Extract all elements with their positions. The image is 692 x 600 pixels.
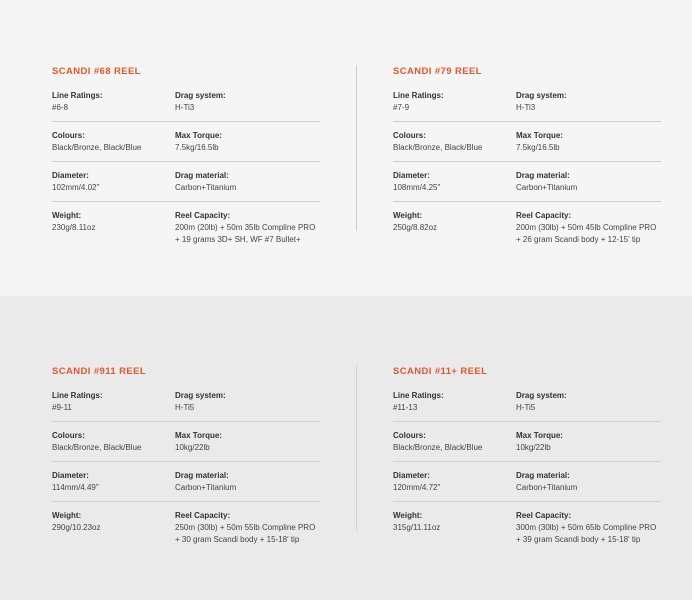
spec-value: 250g/8.82oz: [393, 223, 438, 232]
spec-cell: [516, 210, 661, 246]
spec-label: Diameter:: [393, 171, 430, 180]
spec-row: [393, 210, 661, 253]
spec-row: [52, 390, 320, 422]
spec-value: Black/Bronze, Black/Blue: [52, 143, 142, 152]
spec-value: Black/Bronze, Black/Blue: [52, 443, 142, 452]
spec-cell: [52, 390, 175, 414]
spec-row: [393, 510, 661, 553]
spec-row: [393, 390, 661, 422]
spec-value: 7.5kg/16.5lb: [516, 143, 560, 152]
reel-card-79: [393, 66, 661, 261]
spec-cell: [52, 510, 175, 546]
spec-label: Drag system:: [516, 391, 567, 400]
spec-value: 250m (30lb) + 50m 55lb Compline PRO + 30 gram Scandi body + 15-18' tip: [175, 523, 316, 544]
spec-label: Drag material:: [175, 171, 229, 180]
spec-row: [52, 430, 320, 462]
spec-cell: [393, 390, 516, 414]
spec-value: 315g/11.11oz: [393, 523, 441, 532]
spec-value: 10kg/22lb: [175, 443, 210, 452]
spec-row: [52, 210, 320, 253]
spec-table: [393, 390, 661, 553]
spec-label: Drag system:: [175, 391, 226, 400]
spec-label: Weight:: [52, 511, 82, 520]
spec-cell: [52, 430, 175, 454]
spec-cell: [516, 470, 661, 494]
spec-value: 120mm/4.72": [393, 483, 441, 492]
spec-row: [52, 470, 320, 502]
spec-row: [52, 170, 320, 202]
spec-row: [52, 130, 320, 162]
spec-value: #11-13: [393, 403, 418, 412]
spec-cell: [175, 430, 320, 454]
spec-row: [393, 170, 661, 202]
spec-label: Drag system:: [175, 91, 226, 100]
spec-label: Colours:: [52, 431, 85, 440]
reel-card-11plus: [393, 366, 661, 561]
spec-cell: [175, 390, 320, 414]
spec-value: 114mm/4.49": [52, 483, 99, 492]
spec-cell: [52, 470, 175, 494]
spec-label: Drag material:: [175, 471, 229, 480]
spec-row: [393, 130, 661, 162]
spec-label: Weight:: [393, 211, 423, 220]
spec-value: 102mm/4.02": [52, 183, 100, 192]
spec-label: Reel Capacity:: [516, 511, 572, 520]
spec-value: #7-9: [393, 103, 410, 112]
spec-label: Diameter:: [52, 171, 89, 180]
spec-table: [52, 90, 320, 253]
spec-value: H-Ti5: [516, 403, 536, 412]
spec-cell: [516, 390, 661, 414]
spec-value: Carbon+Titanium: [516, 483, 578, 492]
spec-row: [52, 90, 320, 122]
spec-label: Max Torque:: [175, 131, 222, 140]
spec-cell: [516, 510, 661, 546]
spec-label: Max Torque:: [516, 131, 563, 140]
spec-value: H-Ti3: [516, 103, 536, 112]
spec-value: #6-8: [52, 103, 69, 112]
spec-value: 230g/8.11oz: [52, 223, 96, 232]
spec-value: Carbon+Titanium: [516, 183, 578, 192]
spec-cell: [175, 510, 320, 546]
spec-label: Colours:: [393, 431, 426, 440]
spec-cell: [393, 170, 516, 194]
spec-label: Colours:: [52, 131, 85, 140]
spec-cell: [175, 170, 320, 194]
spec-value: 200m (20lb) + 50m 35lb Compline PRO + 19 grams 3D+ SH, WF #7 Bullet+: [175, 223, 316, 244]
spec-label: Line Ratings:: [393, 91, 444, 100]
spec-label: Reel Capacity:: [175, 511, 231, 520]
spec-row: [393, 470, 661, 502]
reel-title: SCANDI #11+ REEL: [393, 366, 488, 377]
spec-cell: [516, 430, 661, 454]
spec-value: 7.5kg/16.5lb: [175, 143, 219, 152]
spec-value: Carbon+Titanium: [175, 483, 237, 492]
top-section: [0, 0, 692, 296]
spec-label: Colours:: [393, 131, 426, 140]
spec-label: Reel Capacity:: [516, 211, 572, 220]
spec-cell: [393, 130, 516, 154]
spec-value: H-Ti3: [175, 103, 195, 112]
spec-label: Weight:: [393, 511, 423, 520]
reel-card-911: [52, 366, 320, 561]
spec-cell: [393, 430, 516, 454]
spec-row: [52, 510, 320, 553]
spec-value: 200m (30lb) + 50m 45lb Compline PRO + 26 gram Scandi body + 12-15' tip: [516, 223, 657, 244]
column-divider: [356, 65, 357, 231]
reel-title: SCANDI #79 REEL: [393, 66, 482, 77]
bottom-section: [0, 296, 692, 600]
spec-value: H-Ti5: [175, 403, 195, 412]
spec-value: Black/Bronze, Black/Blue: [393, 143, 483, 152]
spec-label: Weight:: [52, 211, 82, 220]
spec-label: Diameter:: [393, 471, 430, 480]
spec-cell: [52, 170, 175, 194]
spec-value: 300m (30lb) + 50m 65lb Compline PRO + 39 gram Scandi body + 15-18' tip: [516, 523, 657, 544]
spec-cell: [516, 170, 661, 194]
reel-title: SCANDI #911 REEL: [52, 366, 147, 377]
spec-value: #9-11: [52, 403, 72, 412]
spec-cell: [516, 90, 661, 114]
reel-title: SCANDI #68 REEL: [52, 66, 141, 77]
spec-label: Line Ratings:: [52, 91, 103, 100]
spec-cell: [52, 90, 175, 114]
spec-label: Max Torque:: [516, 431, 563, 440]
spec-cell: [393, 210, 516, 246]
spec-label: Drag system:: [516, 91, 567, 100]
spec-cell: [175, 130, 320, 154]
spec-value: 10kg/22lb: [516, 443, 551, 452]
spec-value: Black/Bronze, Black/Blue: [393, 443, 483, 452]
reel-card-68: [52, 66, 320, 261]
spec-cell: [52, 130, 175, 154]
spec-cell: [52, 210, 175, 246]
spec-cell: [393, 90, 516, 114]
spec-table: [393, 90, 661, 253]
spec-row: [393, 90, 661, 122]
spec-label: Reel Capacity:: [175, 211, 231, 220]
spec-cell: [175, 210, 320, 246]
column-divider: [356, 365, 357, 531]
spec-value: 290g/10.23oz: [52, 523, 101, 532]
spec-cell: [175, 470, 320, 494]
spec-cell: [516, 130, 661, 154]
spec-label: Diameter:: [52, 471, 89, 480]
spec-label: Line Ratings:: [393, 391, 444, 400]
spec-cell: [393, 470, 516, 494]
spec-label: Drag material:: [516, 471, 570, 480]
spec-label: Drag material:: [516, 171, 570, 180]
spec-cell: [393, 510, 516, 546]
spec-label: Max Torque:: [175, 431, 222, 440]
spec-table: [52, 390, 320, 553]
spec-cell: [175, 90, 320, 114]
spec-label: Line Ratings:: [52, 391, 103, 400]
spec-row: [393, 430, 661, 462]
spec-value: 108mm/4.25": [393, 183, 441, 192]
spec-value: Carbon+Titanium: [175, 183, 237, 192]
